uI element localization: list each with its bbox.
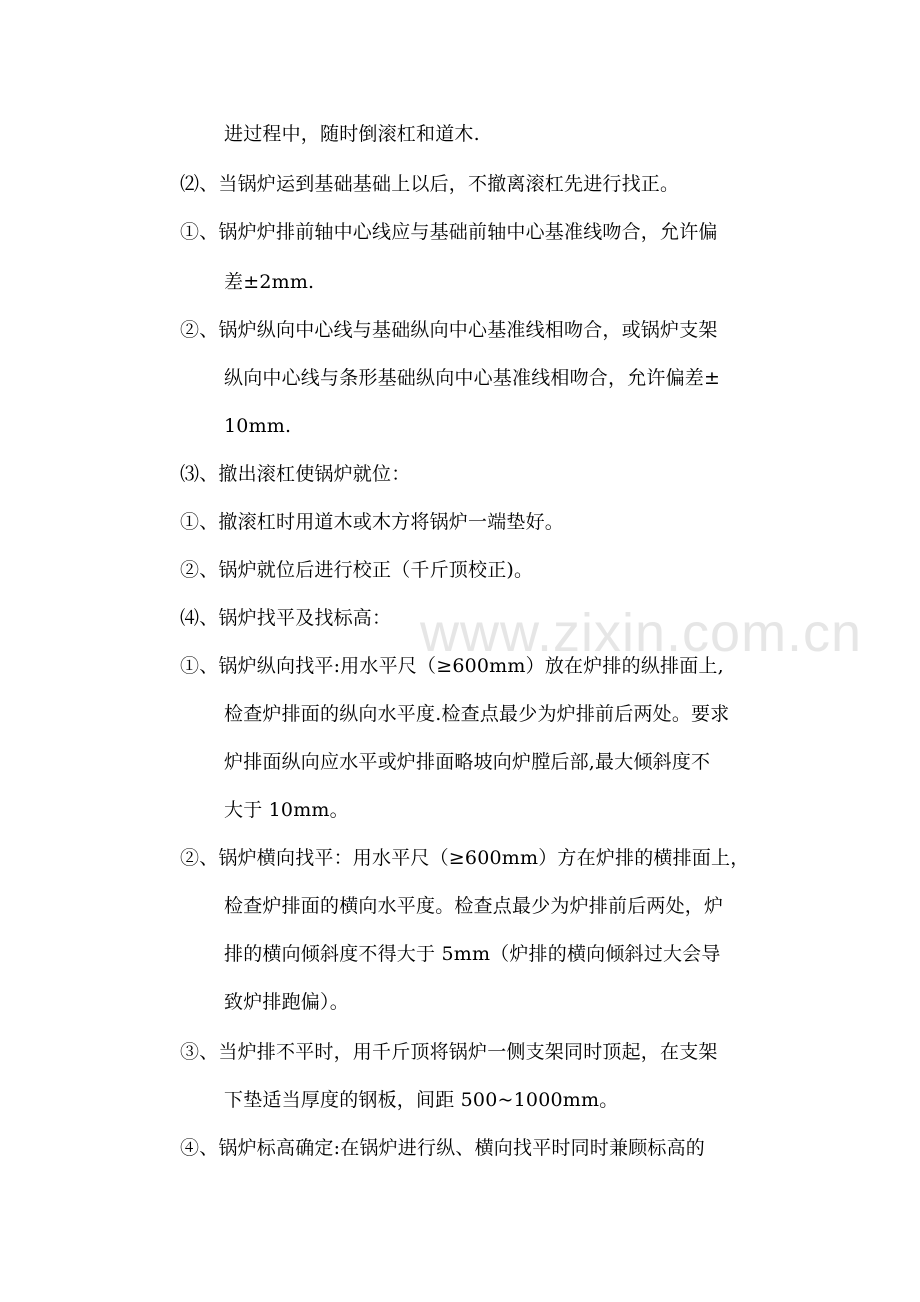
list-item: ②、锅炉就位后进行校正（千斤顶校正)。: [180, 559, 534, 581]
list-item: ④、锅炉标高确定:在锅炉进行纵、横向找平时同时兼顾标高的: [180, 1137, 706, 1159]
text-line: 进过程中，随时倒滚杠和道木.: [224, 123, 480, 145]
text-line: 大于 10mm。: [224, 799, 349, 821]
text-line: 下垫适当厚度的钢板，间距 500~1000mm。: [224, 1089, 619, 1111]
list-item: ①、锅炉炉排前轴中心线应与基础前轴中心基准线吻合，允许偏: [180, 221, 718, 243]
list-item: ②、锅炉横向找平：用水平尺（≥600mm）方在炉排的横排面上，: [180, 847, 750, 869]
section-heading: ⑵、当锅炉运到基础基础上以后，不撤离滚杠先进行找正。: [180, 173, 680, 195]
list-item: ①、撤滚杠时用道木或木方将锅炉一端垫好。: [180, 511, 565, 533]
text-line: 排的横向倾斜度不得大于 5mm（炉排的横向倾斜过大会导: [224, 943, 721, 965]
text-line: 检查炉排面的纵向水平度.检查点最少为炉排前后两处。要求: [224, 703, 730, 725]
list-item: ③、当炉排不平时，用千斤顶将锅炉一侧支架同时顶起，在支架: [180, 1041, 718, 1063]
text-line: 10mm.: [224, 415, 292, 437]
text-line: 纵向中心线与条形基础纵向中心基准线相吻合，允许偏差±: [224, 367, 721, 389]
text-line: 检查炉排面的横向水平度。检查点最少为炉排前后两处，炉: [224, 895, 724, 917]
list-item: ②、锅炉纵向中心线与基础纵向中心基准线相吻合，或锅炉支架: [180, 319, 718, 341]
section-heading: ⑶、撤出滚杠使锅炉就位：: [180, 463, 411, 485]
watermark: www.zixin.com.cn: [420, 603, 863, 663]
list-item: ①、锅炉纵向找平:用水平尺（≥600mm）放在炉排的纵排面上,: [180, 655, 724, 677]
section-heading: ⑷、锅炉找平及找标高：: [180, 607, 392, 629]
text-line: 炉排面纵向应水平或炉排面略坡向炉膛后部,最大倾斜度不: [224, 751, 711, 773]
text-line: 差±2mm.: [224, 271, 315, 293]
text-line: 致炉排跑偏）。: [224, 991, 349, 1013]
